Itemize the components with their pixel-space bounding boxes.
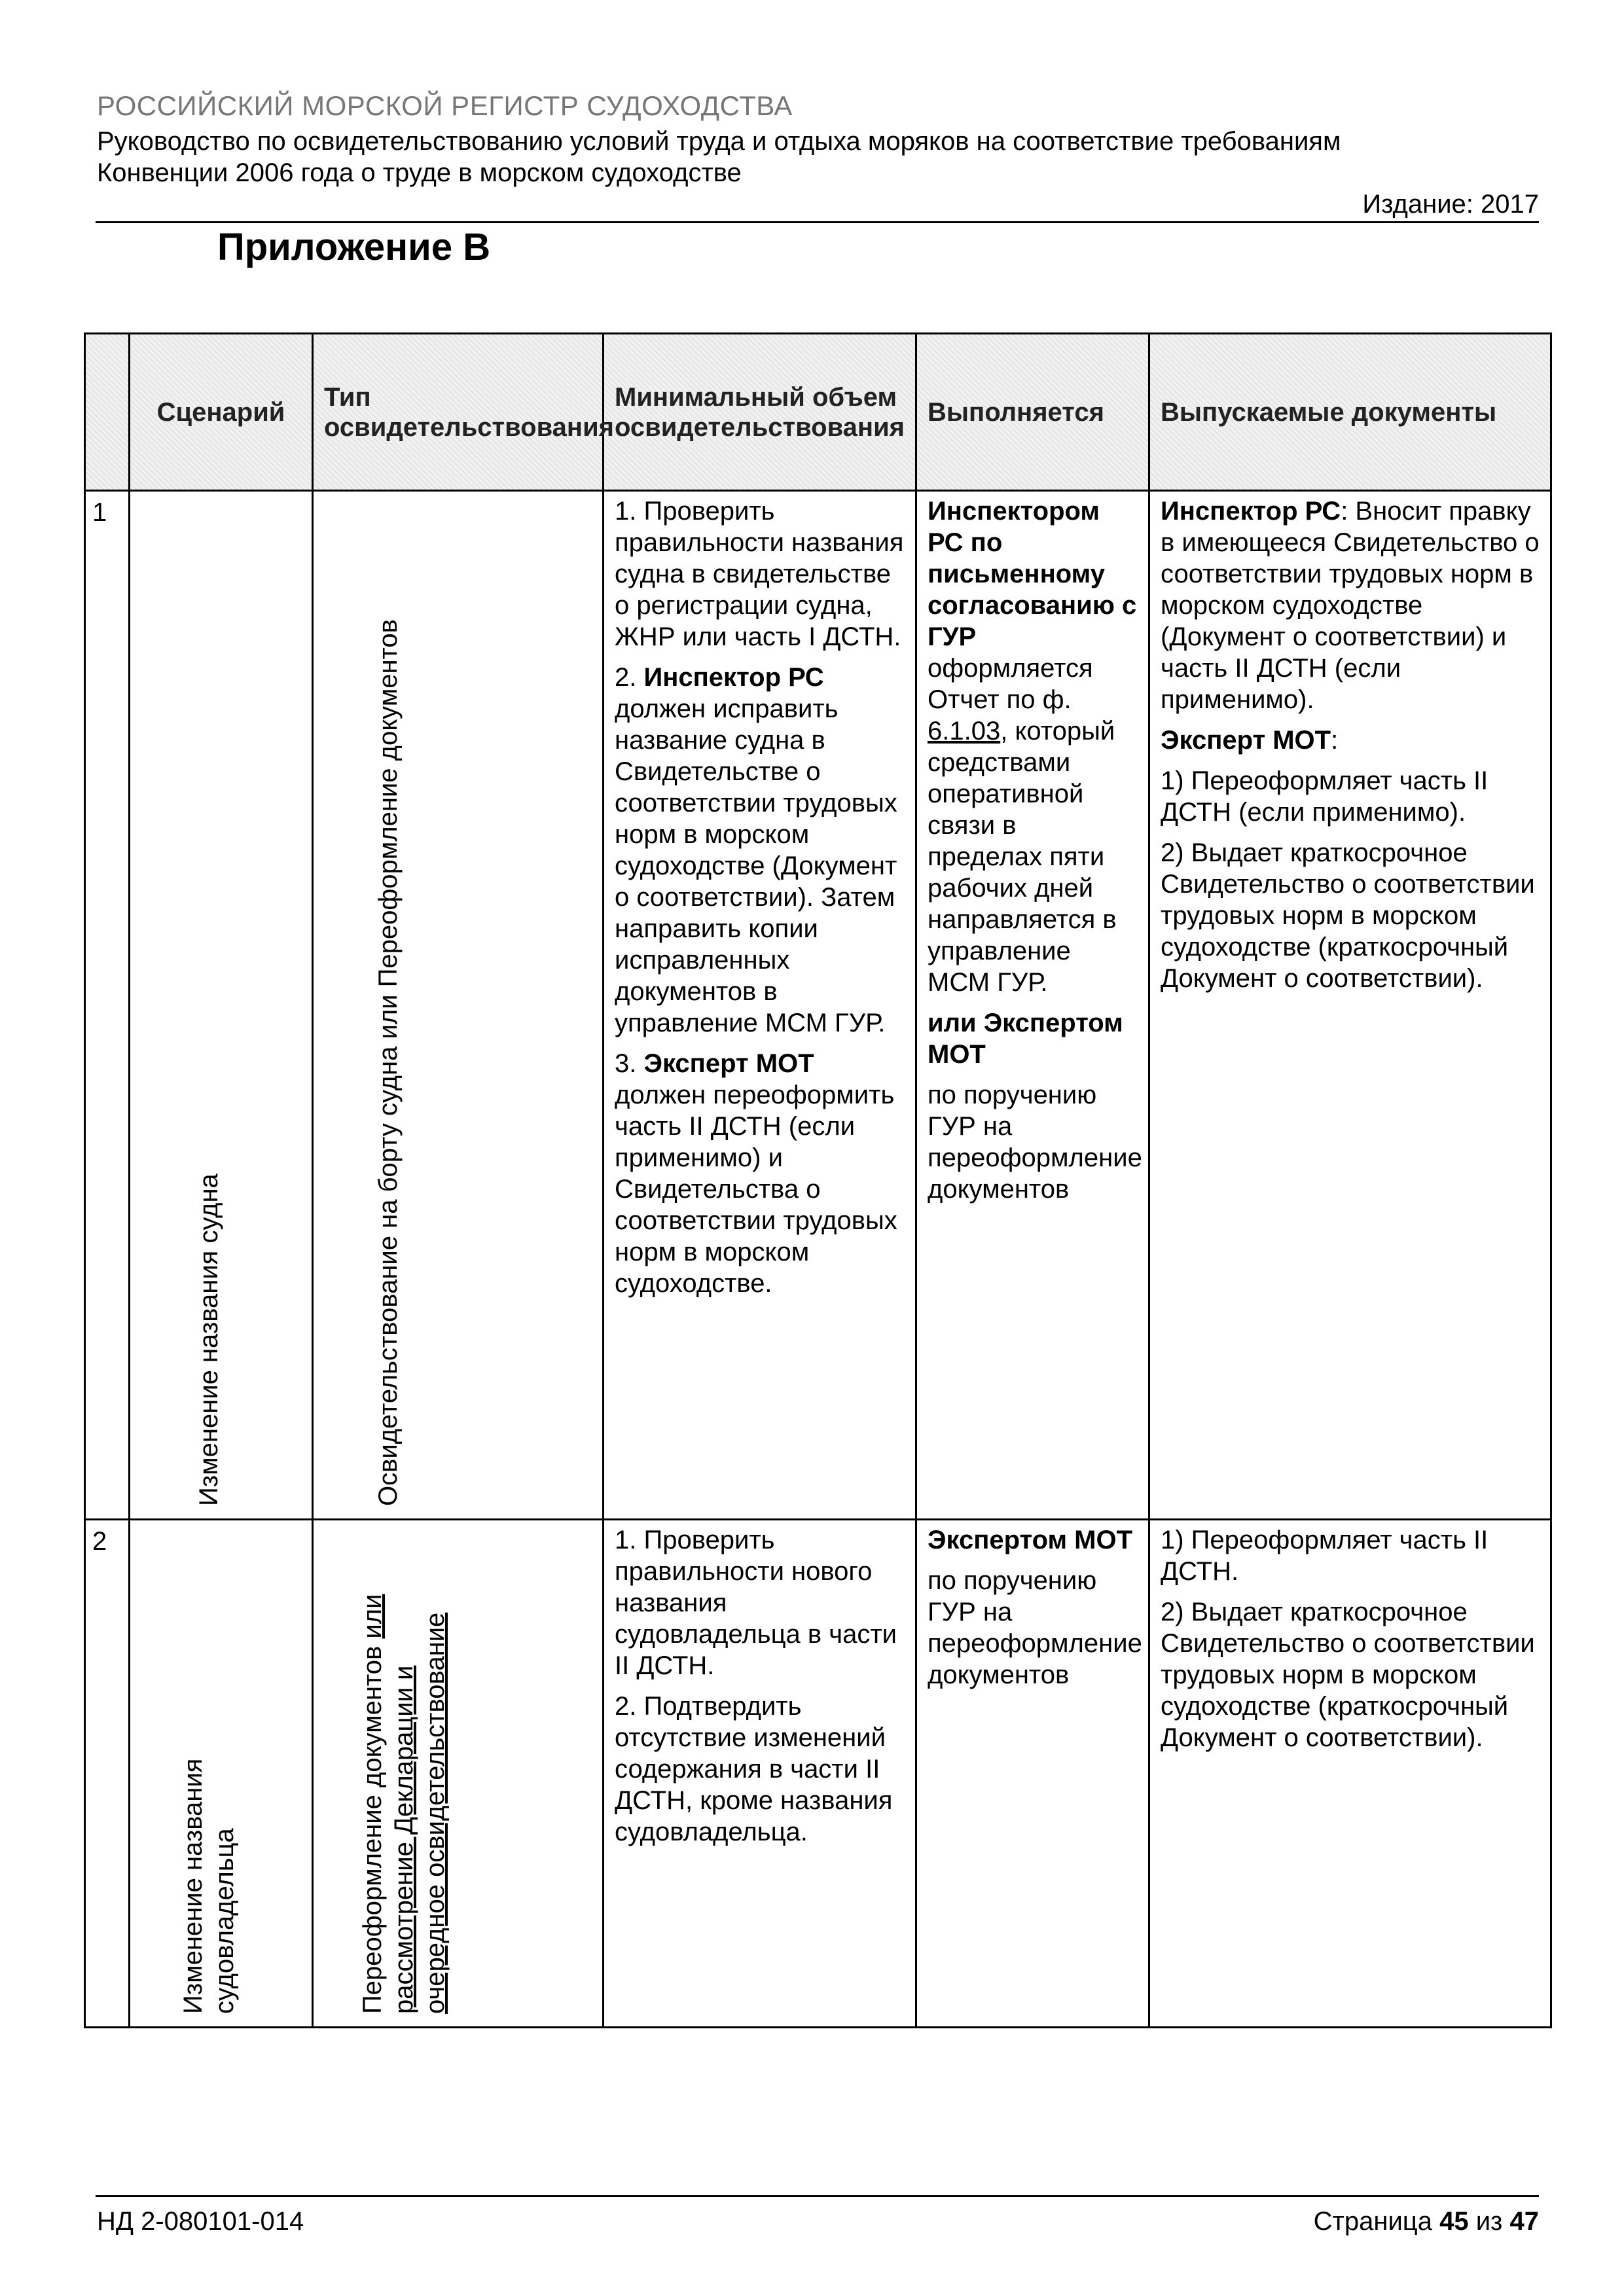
row-scenario-cell <box>130 1520 313 2028</box>
row-documents-cell <box>1149 491 1551 1520</box>
table-row <box>85 1520 1551 2028</box>
row-type-text-line-1: Переоформление документов или <box>358 1594 387 2014</box>
documents-item-1: 1) Переоформляет часть II ДСТН (если применимо). <box>1161 766 1489 827</box>
scope-step-2: 2. Инспектор РС должен исправить название судна в Свидетельстве о соответствии трудовых норм в морском судоходстве (Документ о соответствии). Затем направить копии исправленных документов в управление МСМ ГУР. <box>615 663 897 1037</box>
footer-divider <box>96 2195 1539 2197</box>
scope-step-3: 3. Эксперт МОТ должен переоформить часть II ДСТН (если применимо) и Свидетельства о соответствии трудовых норм в морском судоходстве. <box>615 1049 897 1298</box>
performed-option-2-text: по поручению ГУР на переоформление документов <box>928 1081 1142 1204</box>
header-cell-num <box>85 334 130 491</box>
row-performed-cell <box>916 491 1149 1520</box>
documents-item-2: 2) Выдает краткосрочное Свидетельство о соответствии трудовых норм в морском судоходстве (краткосрочный Документ о соответствии). <box>1161 838 1535 993</box>
row-scenario-text: Изменение названия судна <box>194 1174 223 1506</box>
documents-expert-label: Эксперт МОТ: <box>1161 726 1339 755</box>
header-cell-type: Тип освидетельствования <box>313 334 604 491</box>
row-number: 2 <box>85 1520 130 2028</box>
header-guide-line-2: Конвенции 2006 года о труде в морском судоходстве <box>97 158 742 187</box>
row-type-text-line-3: очередное освидетельствование <box>421 1612 450 2014</box>
header-org: РОССИЙСКИЙ МОРСКОЙ РЕГИСТР СУДОХОДСТВА <box>97 90 793 121</box>
header-guide-line-1: Руководство по освидетельствованию условий труда и отдыха моряков на соответствие требованиям <box>97 127 1341 156</box>
header-cell-documents: Выпускаемые документы <box>1149 334 1551 491</box>
performed-option-2-label: или Экспертом МОТ <box>928 1009 1123 1069</box>
row-documents-cell <box>1149 1520 1551 2028</box>
appendix-table <box>84 332 1552 2028</box>
performed-option-1: Инспектором РС по письменному согласованию с ГУР оформляется Отчет по ф. 6.1.03, который средствами оперативной связи в пределах пяти рабочих дней направляется в управление МСМ ГУР. <box>928 497 1137 997</box>
row-scenario-cell <box>130 491 313 1520</box>
page-title: Приложение В <box>217 226 491 268</box>
header-edition: Издание: 2017 <box>1362 190 1539 219</box>
performed-label: Экспертом МОТ <box>928 1526 1133 1554</box>
header-cell-performed: Выполняется <box>916 334 1149 491</box>
row-scenario-text-line-2: судовладельца <box>210 1828 239 2014</box>
row-performed-cell <box>916 1520 1149 2028</box>
documents-inspector: Инспектор РС: Вносит правку в имеющееся Свидетельство о соответствии трудовых норм в морском судоходстве (Документ о соответствии) и часть II ДСТН (если применимо). <box>1161 497 1540 714</box>
row-scope-cell <box>604 1520 916 2028</box>
row-type-cell <box>313 1520 604 2028</box>
footer-doc-id: НД 2-080101-014 <box>97 2207 304 2236</box>
header-cell-scenario: Сценарий <box>130 334 313 491</box>
scope-step-1: 1. Проверить правильности названия судна в свидетельстве о регистрации судна, ЖНР или часть I ДСТН. <box>615 497 904 651</box>
row-type-text: Освидетельствование на борту судна или Переоформление документов <box>374 619 403 1506</box>
table-header-row <box>85 334 1551 491</box>
row-type-cell <box>313 491 604 1520</box>
documents-item-2: 2) Выдает краткосрочное Свидетельство о соответствии трудовых норм в морском судоходстве (краткосрочный Документ о соответствии). <box>1161 1598 1535 1752</box>
header-cell-scope: Минимальный объем освидетельствования <box>604 334 916 491</box>
table-row <box>85 491 1551 1520</box>
row-number: 1 <box>85 491 130 1520</box>
row-scope-cell <box>604 491 916 1520</box>
footer-page-number: Страница 45 из 47 <box>1313 2207 1539 2236</box>
scope-step-1: 1. Проверить правильности нового названия судовладельца в части II ДСТН. <box>615 1526 897 1680</box>
header-divider <box>96 221 1539 223</box>
form-link[interactable]: 6.1.03 <box>928 717 1001 745</box>
scope-step-2: 2. Подтвердить отсутствие изменений содержания в части II ДСТН, кроме названия судовладельца. <box>615 1692 893 1846</box>
row-scenario-text-line-1: Изменение названия <box>179 1758 208 2014</box>
performed-text: по поручению ГУР на переоформление документов <box>928 1566 1142 1689</box>
row-type-text-line-2: рассмотрение Декларации и <box>389 1665 418 2014</box>
documents-item-1: 1) Переоформляет часть II ДСТН. <box>1161 1526 1489 1586</box>
